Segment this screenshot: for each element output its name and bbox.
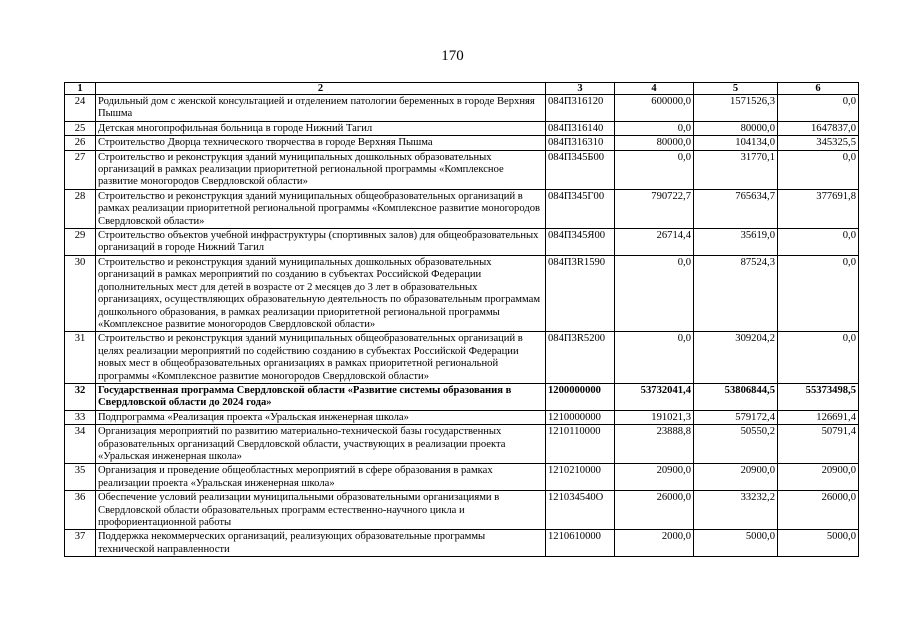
budget-code: 1210610000 — [546, 530, 615, 557]
amount-col6: 20900,0 — [778, 464, 859, 491]
budget-code: 084П316310 — [546, 136, 615, 150]
amount-col5: 579172,4 — [694, 410, 778, 424]
budget-code: 121034540О — [546, 491, 615, 530]
table-header-row — [65, 83, 859, 95]
amount-col6: 345325,5 — [778, 136, 859, 150]
amount-col6: 126691,4 — [778, 410, 859, 424]
amount-col4: 2000,0 — [615, 530, 694, 557]
amount-col5: 50550,2 — [694, 425, 778, 464]
row-number: 25 — [65, 121, 96, 135]
column-header: 2 — [96, 83, 546, 95]
item-name: Подпрограмма «Реализация проекта «Уральская инженерная школа» — [96, 410, 546, 424]
row-number: 33 — [65, 410, 96, 424]
amount-col4: 600000,0 — [615, 95, 694, 122]
amount-col4: 26000,0 — [615, 491, 694, 530]
item-name: Строительство и реконструкция зданий муниципальных общеобразовательных организаций в целях реализации мероприятий по содействию созданию в субъектах Российской Федерации новых мест в общеобразовательных организациях в рамках приоритетной региональной программы «Комплексное развитие моногородов Свердловской области» — [96, 332, 546, 384]
amount-col4: 0,0 — [615, 150, 694, 189]
table-row — [65, 425, 859, 464]
amount-col6: 55373498,5 — [778, 383, 859, 410]
budget-code: 084П316120 — [546, 95, 615, 122]
row-number: 27 — [65, 150, 96, 189]
amount-col4: 80000,0 — [615, 136, 694, 150]
budget-code: 084П316140 — [546, 121, 615, 135]
row-number: 36 — [65, 491, 96, 530]
amount-col6: 0,0 — [778, 150, 859, 189]
item-name: Строительство и реконструкция зданий муниципальных дошкольных образовательных организаций в рамках мероприятий по созданию в субъектах Российской Федерации дополнительных мест для детей в возрасте от 2 месяцев до 3 лет в образовательных организациях, осуществляющих образовательную деятельность по образовательным программам дошкольного образования, в рамках реализации приоритетной региональной программы «Комплексное развитие моногородов Свердловской области» — [96, 255, 546, 331]
amount-col6: 50791,4 — [778, 425, 859, 464]
column-header: 3 — [546, 83, 615, 95]
budget-code: 1210210000 — [546, 464, 615, 491]
item-name: Строительство и реконструкция зданий муниципальных дошкольных образовательных организаций в рамках реализации приоритетной региональной программы «Комплексное развитие моногородов Свердловской области» — [96, 150, 546, 189]
table-row — [65, 464, 859, 491]
budget-code: 084П3R1590 — [546, 255, 615, 331]
amount-col4: 0,0 — [615, 332, 694, 384]
amount-col4: 0,0 — [615, 121, 694, 135]
item-name: Строительство Дворца технического творчества в городе Верхняя Пышма — [96, 136, 546, 150]
row-number: 29 — [65, 229, 96, 256]
amount-col6: 26000,0 — [778, 491, 859, 530]
amount-col6: 0,0 — [778, 229, 859, 256]
budget-code: 1210110000 — [546, 425, 615, 464]
table-row — [65, 150, 859, 189]
amount-col4: 20900,0 — [615, 464, 694, 491]
table-row — [65, 95, 859, 122]
amount-col6: 5000,0 — [778, 530, 859, 557]
row-number: 24 — [65, 95, 96, 122]
amount-col5: 33232,2 — [694, 491, 778, 530]
amount-col6: 377691,8 — [778, 189, 859, 228]
amount-col5: 80000,0 — [694, 121, 778, 135]
budget-code: 084П345Г00 — [546, 189, 615, 228]
amount-col4: 0,0 — [615, 255, 694, 331]
page-number: 170 — [441, 48, 464, 64]
amount-col5: 35619,0 — [694, 229, 778, 256]
row-number: 32 — [65, 383, 96, 410]
amount-col4: 191021,3 — [615, 410, 694, 424]
amount-col6: 1647837,0 — [778, 121, 859, 135]
amount-col5: 20900,0 — [694, 464, 778, 491]
table-row — [65, 189, 859, 228]
amount-col5: 31770,1 — [694, 150, 778, 189]
item-name: Поддержка некоммерческих организаций, реализующих образовательные программы технической направленности — [96, 530, 546, 557]
item-name: Строительство и реконструкция зданий муниципальных общеобразовательных организаций в рамках реализации приоритетной региональной программы «Комплексное развитие моногородов Свердловской области» — [96, 189, 546, 228]
amount-col5: 104134,0 — [694, 136, 778, 150]
table-row — [65, 121, 859, 135]
table-row — [65, 229, 859, 256]
amount-col5: 5000,0 — [694, 530, 778, 557]
table-row — [65, 136, 859, 150]
table-row — [65, 491, 859, 530]
table-row — [65, 332, 859, 384]
budget-code: 1200000000 — [546, 383, 615, 410]
amount-col6: 0,0 — [778, 95, 859, 122]
row-number: 31 — [65, 332, 96, 384]
budget-code: 1210000000 — [546, 410, 615, 424]
budget-code: 084П345Я00 — [546, 229, 615, 256]
amount-col5: 1571526,3 — [694, 95, 778, 122]
item-name: Организация и проведение общеобластных мероприятий в сфере образования в рамках реализации проекта «Уральская инженерная школа» — [96, 464, 546, 491]
column-header: 1 — [65, 83, 96, 95]
amount-col6: 0,0 — [778, 255, 859, 331]
item-name: Строительство объектов учебной инфраструктуры (спортивных залов) для общеобразовательных организаций в городе Нижний Тагил — [96, 229, 546, 256]
row-number: 37 — [65, 530, 96, 557]
column-header: 6 — [778, 83, 859, 95]
row-number: 34 — [65, 425, 96, 464]
item-name: Родильный дом с женской консультацией и отделением патологии беременных в городе Верхняя Пышма — [96, 95, 546, 122]
table-row — [65, 255, 859, 331]
amount-col5: 53806844,5 — [694, 383, 778, 410]
table-row — [65, 383, 859, 410]
amount-col4: 53732041,4 — [615, 383, 694, 410]
budget-code: 084П345Б00 — [546, 150, 615, 189]
amount-col4: 23888,8 — [615, 425, 694, 464]
row-number: 28 — [65, 189, 96, 228]
amount-col4: 790722,7 — [615, 189, 694, 228]
amount-col5: 87524,3 — [694, 255, 778, 331]
amount-col5: 765634,7 — [694, 189, 778, 228]
row-number: 35 — [65, 464, 96, 491]
row-number: 26 — [65, 136, 96, 150]
budget-table — [64, 82, 859, 557]
budget-code: 084П3R5200 — [546, 332, 615, 384]
row-number: 30 — [65, 255, 96, 331]
amount-col4: 26714,4 — [615, 229, 694, 256]
column-header: 5 — [694, 83, 778, 95]
amount-col5: 309204,2 — [694, 332, 778, 384]
table-body — [65, 95, 859, 557]
table-row — [65, 530, 859, 557]
item-name: Государственная программа Свердловской области «Развитие системы образования в Свердловской области до 2024 года» — [96, 383, 546, 410]
item-name: Детская многопрофильная больница в городе Нижний Тагил — [96, 121, 546, 135]
item-name: Обеспечение условий реализации муниципальными образовательными организациями в Свердловской области образовательных программ естественно-научного цикла и профориентационной работы — [96, 491, 546, 530]
amount-col6: 0,0 — [778, 332, 859, 384]
column-header: 4 — [615, 83, 694, 95]
table-row — [65, 410, 859, 424]
item-name: Организация мероприятий по развитию материально-технической базы государственных образовательных организаций Свердловской области, участвующих в реализации проекта «Уральская инженерная школа» — [96, 425, 546, 464]
